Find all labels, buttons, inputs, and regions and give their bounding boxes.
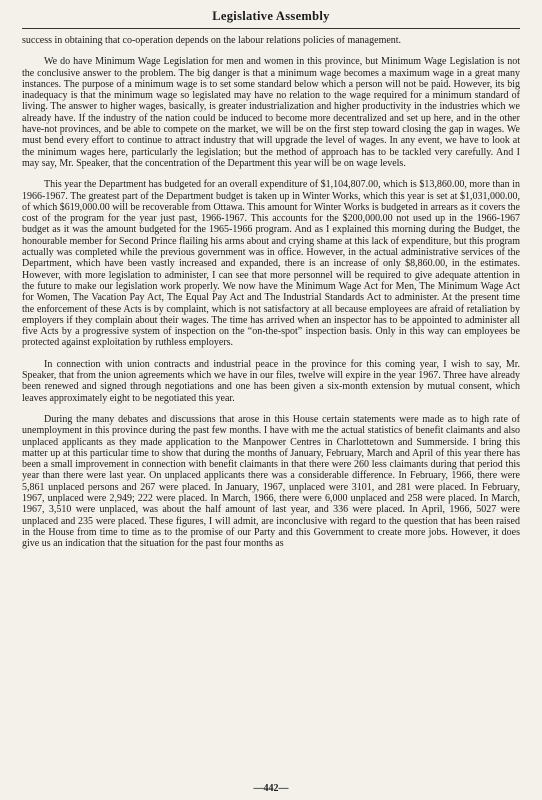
paragraph-unemployment-statistics: During the many debates and discussions that arose in this House certain statements were made as to high rate of unemployment in this province during the past few months. I have with me the actual statistics of benefit claimants and also unplaced applicants as they made application to the Manpower Centres in Charlottetown and Summerside. I bring this matter up at this particular time to show that during the months of January, February, March and April of this year there has been a small improvement in connection with benefit claimants in that there were 260 less claimants during that period this year than there were last year. On unplaced applicants there was a considerable difference. In February, 1966, there were 5,861 unplaced persons and 267 were placed. In January, 1967, unplaced were 3101, and 281 were placed. In February, 1967, unplaced were 2,949; 222 were placed. In March, 1966, there were 6,000 unplaced and 258 were placed. In March, 1967, 3,510 were unplaced, was about the half amount of last year, and 336 were placed. In April, 1966, 5027 were unplaced and 235 were placed. These figures, I will admit, are inconclusive with regard to the question that has been raised in the House from time to time as to the promise of our Party and this Government to create more jobs. However, it does give us an indication that the situation for the past four months as xyxy=(22,413,520,550)
paragraph-continuation: success in obtaining that co-operation depends on the labour relations policies of management. xyxy=(22,35,402,46)
paragraph-union-contracts: In connection with union contracts and industrial peace in the province for this coming year, I wish to say, Mr. Speaker, that from the union agreements which we have in our files, twelve will expire in the year 1967. Three have already been renewed and signed through negotiations and one has been given a six-month extension by mutual consent, which leaves approximately eight to be negotiated this year. xyxy=(22,358,520,404)
paragraph-minimum-wage: We do have Minimum Wage Legislation for men and women in this province, but Minimum Wage Legislation is not the conclusive answer to the problem. The big danger is that a minimum wage becomes a maximum wage in a great many instances. The purpose of a minimum wage is to set some standard below which a person will not be paid. However, its big inadequacy is that the minimum wage so legislated may have no relation to the wage required for a minimum standard of living. The answer to higher wages, basically, is greater industrialization and higher productivity in the industries which we already have. If the industry of the nation could be induced to become more decentralized and set up here, and in the other have-not provinces, and be able to compete on the market, we will be on the first step toward closing the gap in wages. We must bend every effort to continue to attract industry that will upgrade the level of wages. In any event, we have to look at the minimum wages here, particularly the legislation; but the method of approach has to be tackled very carefully. And I may say, Mr. Speaker, that the concentration of the Department this year will be on wage levels. xyxy=(22,56,520,169)
page-header: Legislative Assembly xyxy=(212,9,330,23)
body-text xyxy=(22,35,520,549)
header-rule xyxy=(22,28,520,29)
paragraph-department-budget: This year the Department has budgeted for an overall expenditure of $1,104,807.00, which is $13,860.00, more than in 1966-1967. The greatest part of the Department budget is taken up in Winter Works, which this year is set at $1,031,000.00, of which $619,000.00 will be recoverable from Ottawa. This amount for Winter Works is budgeted in arrears as it covers the cost of the program for the year just past, 1966-1967. This accounts for the $200,000.00 not used up in the 1966-1967 budget as it was the amount budgeted for the 1965-1966 program. And as I explained this morning during the Budget, the honourable member for Second Prince flailing his arms about and crying shame at this lack of expenditure, but this program actually was completed while the previous government was in office. However, in the actual administrative services of the Department, which have been vastly increased and expanded, there is an increase of only $8,860.00, in the estimates. However, with more legislation to administer, I can see that more personnel will be required to give adequate attention in the future to make our legislation work properly. We now have the Minimum Wage Act for Men, The Minimum Wage Act for Women, The Vacation Pay Act, The Equal Pay Act and The Industrial Standards Act to administer. At the present time the enforcement of these Acts is by complaint, which is not satisfactory at all because employees are afraid of retaliation by employers if they complain about their wages. The time has arrived when an inspector has to be appointed to administer all five Acts by a progressive system of inspection on the “on-the-spot” inspection basis. Only in this way can employees be protected against exploitation by ruthless employers. xyxy=(22,179,520,349)
page-number: —442— xyxy=(253,783,289,794)
